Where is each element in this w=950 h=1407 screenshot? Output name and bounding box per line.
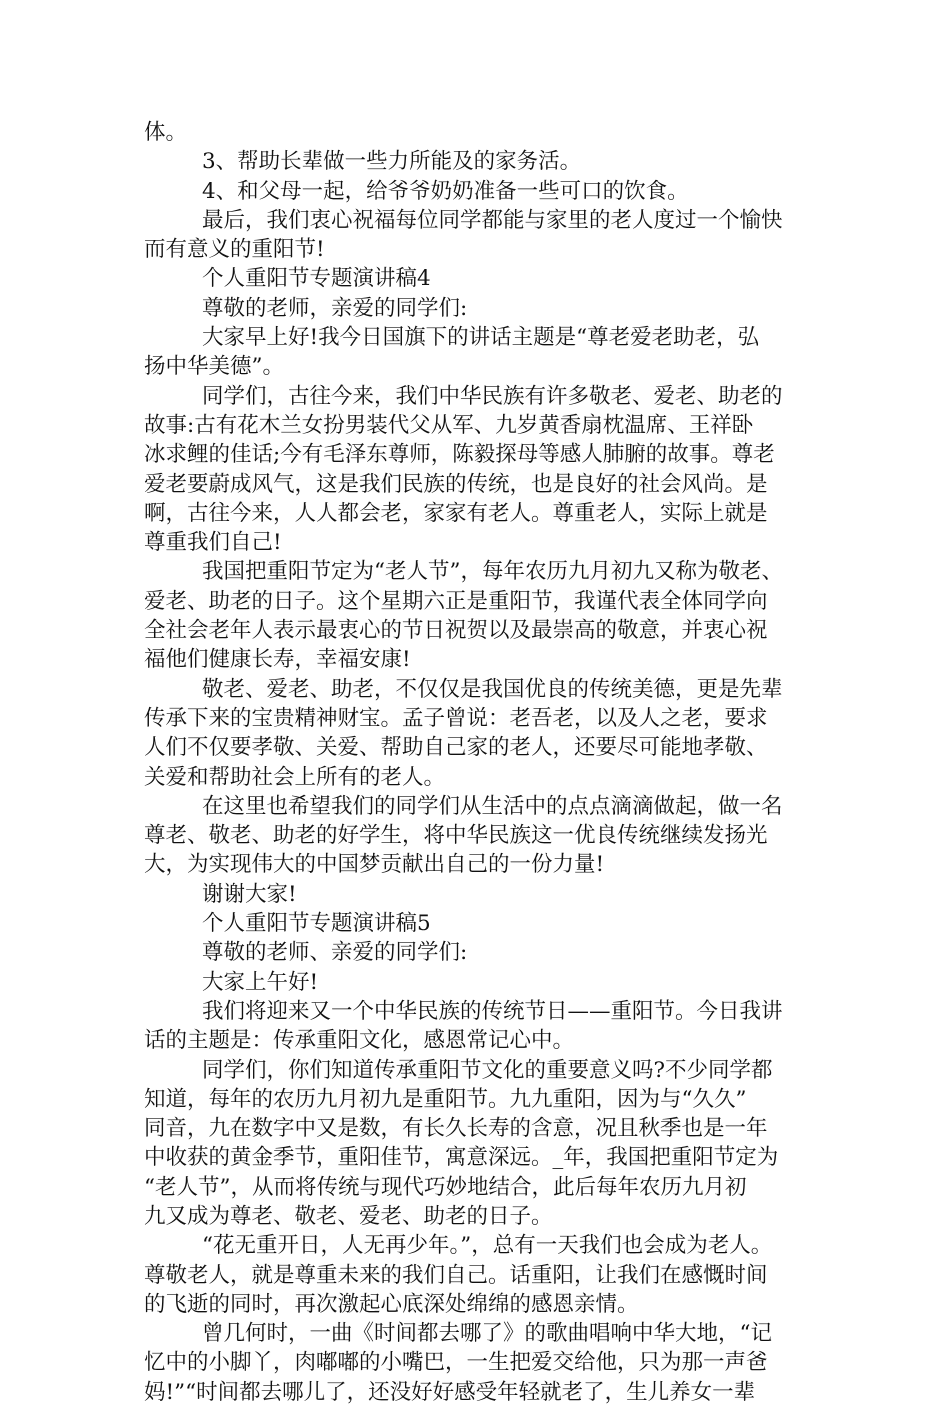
text-line: 人们不仅要孝敬、关爱、帮助自己家的老人，还要尽可能地孝敬、 bbox=[144, 735, 768, 761]
paragraph-first-line: 在这里也希望我们的同学们从生活中的点点滴滴做起，做一名 bbox=[202, 793, 783, 819]
paragraph-first-line: 同学们，古往今来，我们中华民族有许多敬老、爱老、助老的 bbox=[202, 383, 783, 409]
text-line: 尊重我们自己! bbox=[144, 530, 282, 556]
text-line: 尊敬老人，就是尊重未来的我们自己。话重阳，让我们在感慨时间 bbox=[144, 1262, 768, 1288]
text-line: 福他们健康长寿，幸福安康! bbox=[144, 647, 411, 673]
paragraph-first-line: 同学们，你们知道传承重阳节文化的重要意义吗?不少同学都 bbox=[202, 1057, 773, 1083]
text-line: 中收获的黄金季节，重阳佳节，寓意深远。_年，我国把重阳节定为 bbox=[144, 1145, 779, 1171]
text-line: “老人节”，从而将传统与现代巧妙地结合，此后每年农历九月初 bbox=[144, 1174, 747, 1200]
paragraph-first-line: 我们将迎来又一个中华民族的传统节日——重阳节。今日我讲 bbox=[202, 998, 783, 1024]
text-line: 的飞逝的同时，再次激起心底深处绵绵的感恩亲情。 bbox=[144, 1291, 639, 1317]
paragraph-first-line: 曾几何时，一曲《时间都去哪了》的歌曲唱响中华大地，“记 bbox=[202, 1321, 772, 1347]
paragraph-first-line: 大家早上好!我今日国旗下的讲话主题是“尊老爱老助老，弘 bbox=[202, 325, 760, 351]
closing-line: 谢谢大家! bbox=[202, 881, 297, 907]
text-line: 爱老、助老的日子。这个星期六正是重阳节，我谨代表全体同学向 bbox=[144, 588, 768, 614]
text-line: 啊，古往今来，人人都会老，家家有老人。尊重老人，实际上就是 bbox=[144, 500, 768, 526]
text-line: 爱老要蔚成风气，这是我们民族的传统，也是良好的社会风尚。是 bbox=[144, 471, 768, 497]
section-title: 个人重阳节专题演讲稿4 bbox=[202, 266, 431, 292]
section-title: 个人重阳节专题演讲稿5 bbox=[202, 911, 431, 937]
paragraph-first-line: “花无重开日，人无再少年。”，总有一天我们也会成为老人。 bbox=[202, 1233, 773, 1259]
text-line: 关爱和帮助社会上所有的老人。 bbox=[144, 764, 446, 790]
text-line: 妈!”“时间都去哪儿了，还没好好感受年轻就老了，生儿养女一辈 bbox=[144, 1379, 756, 1405]
text-line: 知道，每年的农历九月初九是重阳节。九九重阳，因为与“久久” bbox=[144, 1086, 747, 1112]
text-line: 大，为实现伟大的中国梦贡献出自己的一份力量! bbox=[144, 852, 605, 878]
text-line: 4、和父母一起，给爷爷奶奶准备一些可口的饮食。 bbox=[202, 178, 689, 204]
text-line: 全社会老年人表示最衷心的节日祝贺以及最崇高的敬意，并衷心祝 bbox=[144, 618, 768, 644]
paragraph-first-line: 我国把重阳节定为“老人节”，每年农历九月初九又称为敬老、 bbox=[202, 559, 783, 585]
text-line: 话的主题是：传承重阳文化，感恩常记心中。 bbox=[144, 1028, 575, 1054]
text-line: 尊老、敬老、助老的好学生，将中华民族这一优良传统继续发扬光 bbox=[144, 823, 768, 849]
text-line: 冰求鲤的佳话;今有毛泽东尊师，陈毅探母等感人肺腑的故事。尊老 bbox=[144, 442, 775, 468]
greeting: 大家上午好! bbox=[202, 969, 319, 995]
document-page bbox=[144, 118, 810, 1407]
text-line: 同音，九在数字中又是数，有长久长寿的含意，况且秋季也是一年 bbox=[144, 1116, 768, 1142]
text-line: 扬中华美德”。 bbox=[144, 354, 284, 380]
salutation: 尊敬的老师、亲爱的同学们: bbox=[202, 940, 468, 966]
text-line: 体。 bbox=[144, 120, 188, 145]
text-line: 传承下来的宝贵精神财宝。孟子曾说：老吾老，以及人之老，要求 bbox=[144, 705, 768, 731]
paragraph-first-line: 敬老、爱老、助老，不仅仅是我国优良的传统美德，更是先辈 bbox=[202, 676, 783, 702]
text-line: 故事:古有花木兰女扮男装代父从军、九岁黄香扇枕温席、王祥卧 bbox=[144, 412, 754, 438]
text-line: 而有意义的重阳节! bbox=[144, 237, 325, 263]
paragraph-first-line: 最后，我们衷心祝福每位同学都能与家里的老人度过一个愉快 bbox=[202, 207, 783, 233]
text-line: 3、帮助长辈做一些力所能及的家务活。 bbox=[202, 149, 582, 175]
text-line: 忆中的小脚丫，肉嘟嘟的小嘴巴，一生把爱交给他，只为那一声爸 bbox=[144, 1350, 768, 1376]
text-line: 九又成为尊老、敬老、爱老、助老的日子。 bbox=[144, 1203, 553, 1229]
salutation: 尊敬的老师，亲爱的同学们: bbox=[202, 295, 468, 321]
